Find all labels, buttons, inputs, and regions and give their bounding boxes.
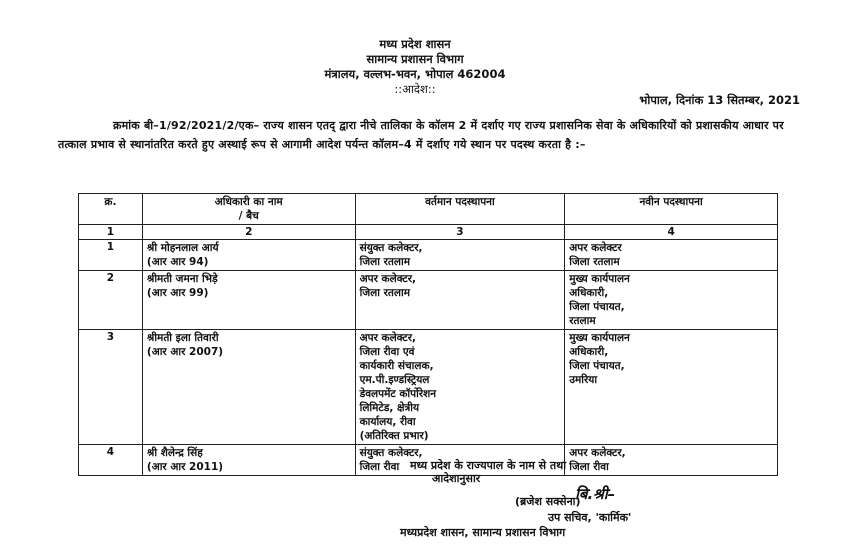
header-sn: क्र. bbox=[79, 194, 143, 225]
header-department: सामान्य प्रशासन विभाग bbox=[366, 52, 464, 66]
row-new-posting: अपर कलेक्टर जिला रतलाम bbox=[565, 240, 778, 271]
row-officer: श्री शैलेन्द्र सिंह (आर आर 2011) bbox=[142, 445, 355, 476]
header-new-posting: नवीन पदस्थापना bbox=[565, 194, 778, 225]
column-number: 4 bbox=[565, 225, 778, 240]
header-order-title: ::आदेश:: bbox=[394, 82, 436, 96]
row-officer: श्रीमती जमना भिड़े (आर आर 99) bbox=[142, 271, 355, 330]
signatory-department: मध्यप्रदेश शासन, सामान्य प्रशासन विभाग bbox=[400, 526, 566, 539]
order-paragraph: क्रमांक बी–1/92/2021/2/एक– राज्य शासन एतद् द्वारा नीचे तालिका के कॉलम 2 में दर्शाए गए राज्य प्रशासनिक सेवा के अधिकारियों को प्रशासकीय आधार पर तत्काल प्रभाव से स्थानांतरित करते हुए अस्थाई रूप से आगामी आदेश पर्यन्त कॉलम–4 में दर्शाए गये स्थान पर पदस्थ करता है :– bbox=[58, 119, 784, 151]
row-sn: 4 bbox=[79, 445, 143, 476]
table-row bbox=[79, 240, 778, 271]
header-officer: अधिकारी का नाम / बैच bbox=[142, 194, 355, 225]
column-number-row bbox=[79, 225, 778, 240]
table-row bbox=[79, 330, 778, 445]
table-header-row bbox=[79, 194, 778, 225]
column-number: 3 bbox=[355, 225, 565, 240]
column-number: 1 bbox=[79, 225, 143, 240]
signature-order-line: आदेशानुसार bbox=[432, 472, 481, 485]
row-new-posting: अपर कलेक्टर, जिला रीवा bbox=[565, 445, 778, 476]
row-sn: 3 bbox=[79, 330, 143, 445]
row-current-posting: अपर कलेक्टर, जिला रीवा एवं कार्यकारी संचालक, एम.पी.इण्डस्ट्रियल डेवलपमेंट कॉर्पोरेशन लिमिटेड, क्षेत्रीय कार्यालय, रीवा (अतिरिक्त प्रभार) bbox=[355, 330, 565, 445]
table-row bbox=[79, 271, 778, 330]
column-number: 2 bbox=[142, 225, 355, 240]
signature-authority-line: मध्य प्रदेश के राज्यपाल के नाम से तथा bbox=[410, 459, 567, 472]
header-government: मध्य प्रदेश शासन bbox=[379, 37, 451, 51]
row-new-posting: मुख्य कार्यपालन अधिकारी, जिला पंचायत, उमरिया bbox=[565, 330, 778, 445]
row-sn: 1 bbox=[79, 240, 143, 271]
row-current-posting: अपर कलेक्टर, जिला रतलाम bbox=[355, 271, 565, 330]
row-current-posting: संयुक्त कलेक्टर, जिला रतलाम bbox=[355, 240, 565, 271]
order-date: भोपाल, दिनांक 13 सितम्बर, 2021 bbox=[639, 93, 800, 107]
header-address: मंत्रालय, वल्लभ-भवन, भोपाल 462004 bbox=[324, 67, 506, 81]
row-sn: 2 bbox=[79, 271, 143, 330]
signatory-designation: उप सचिव, 'कार्मिक' bbox=[548, 511, 632, 524]
row-officer: श्रीमती इला तिवारी (आर आर 2007) bbox=[142, 330, 355, 445]
handwritten-signature: बि.श्री– bbox=[575, 485, 616, 503]
row-officer: श्री मोहनलाल आर्य (आर आर 94) bbox=[142, 240, 355, 271]
row-current-posting: संयुक्त कलेक्टर, जिला रीवा bbox=[355, 445, 565, 476]
signatory-name: (ब्रजेश सक्सेना) bbox=[515, 495, 581, 508]
row-new-posting: मुख्य कार्यपालन अधिकारी, जिला पंचायत, रतलाम bbox=[565, 271, 778, 330]
transfer-table bbox=[78, 193, 778, 476]
header-current-posting: वर्तमान पदस्थापना bbox=[355, 194, 565, 225]
